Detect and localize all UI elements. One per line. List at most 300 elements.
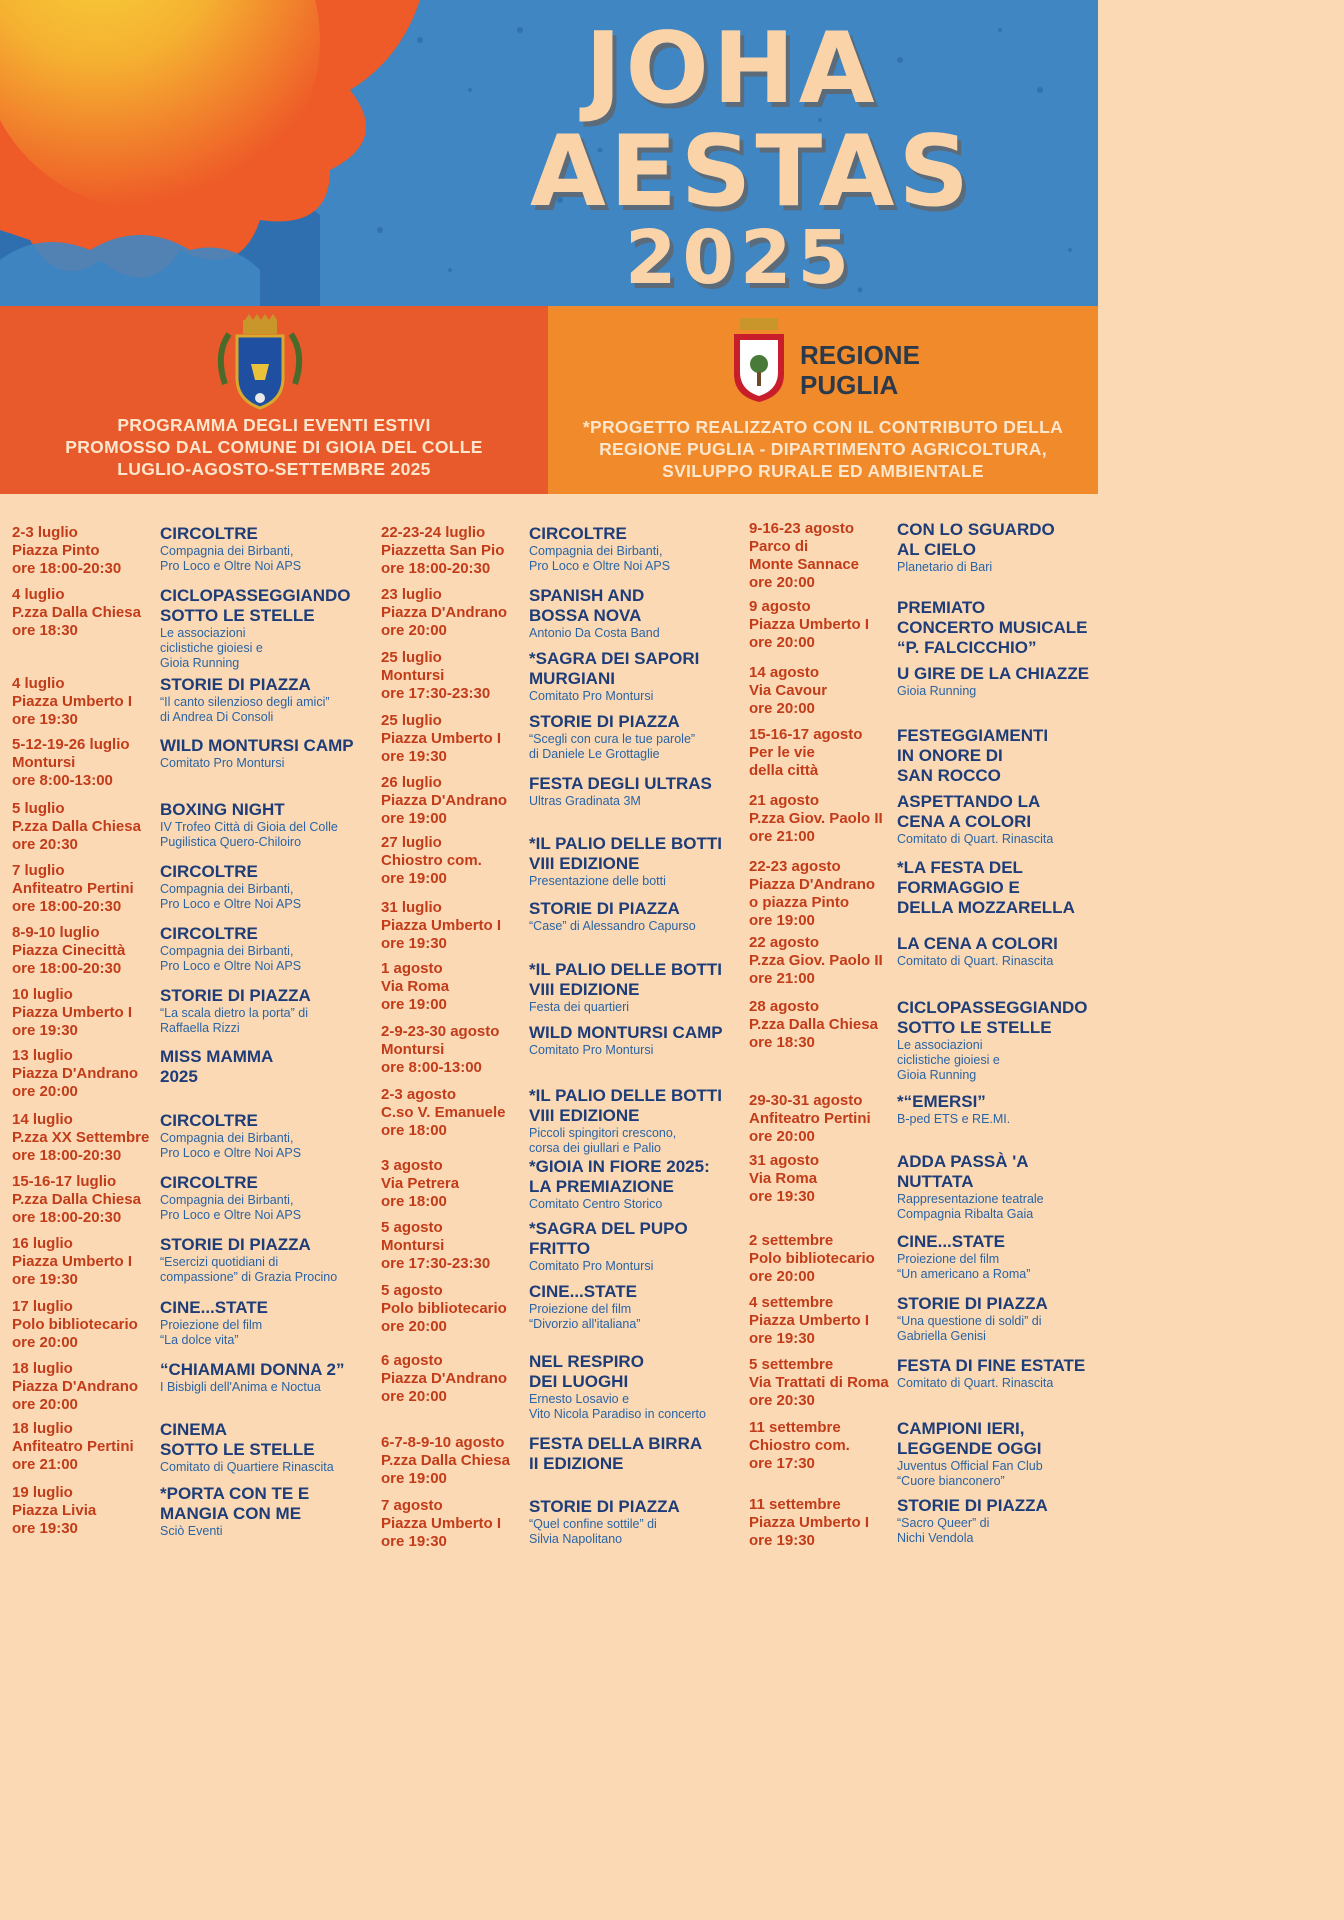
event-time: ore 21:00 [749,828,815,845]
event-entry [12,1047,274,1101]
event-when [749,520,859,592]
event-when [12,986,132,1040]
event-place: Piazza D'Andrano [749,876,876,893]
event-date: 11 settembre [749,1496,841,1513]
event-organizer: Ultras Gradinata 3M [529,794,641,808]
event-details [897,1232,1030,1282]
band-left-line: PROGRAMMA DEGLI EVENTI ESTIVI [117,415,431,435]
event-time: ore 19:30 [749,1532,815,1549]
event-time: ore 19:30 [381,935,447,952]
event-date: 9-16-23 agosto [749,520,855,537]
event-when [381,1497,501,1551]
event-when [381,649,490,703]
event-place: P.zza Giov. Paolo II [749,952,883,969]
event-date: 11 settembre [749,1419,841,1436]
event-organizer: Comitato di Quart. Rinascita [897,1376,1054,1390]
event-date: 28 agosto [749,998,820,1015]
event-details [160,1484,309,1539]
event-time: ore 18:00 [381,1122,447,1139]
event-organizer: Antonio Da Costa Band [529,626,660,640]
event-date: 15-16-17 luglio [12,1173,117,1190]
event-time: ore 20:00 [749,634,815,651]
event-date: 31 agosto [749,1152,820,1169]
event-organizer: Ernesto Losavio e [529,1392,630,1406]
event-details [897,1419,1043,1489]
event-details [897,1092,1010,1127]
event-entry [749,934,1058,988]
event-details [160,924,301,974]
event-organizer: Planetario di Bari [897,560,993,574]
event-when [749,1152,819,1206]
event-place: P.zza Dalla Chiesa [12,1191,141,1208]
event-place: Via Cavour [749,682,828,699]
event-when [12,1047,138,1101]
event-entry [749,520,1055,592]
event-place: Parco di [749,538,809,555]
event-title: CINE...STATE [160,1298,268,1317]
event-when [381,712,501,766]
event-place: Montursi [12,754,76,771]
event-entry [381,960,722,1014]
event-organizer: Compagnia dei Birbanti, [160,944,294,958]
event-entry [381,899,696,953]
event-date: 27 luglio [381,834,442,851]
event-entry [12,1173,302,1227]
event-place2: Monte Sannace [749,556,860,573]
event-when [381,774,507,828]
event-title: *SAGRA DEI SAPORI [529,649,700,668]
event-entry [381,649,700,703]
event-title: CIRCOLTRE [160,862,258,881]
event-title: SAN ROCCO [897,766,1001,785]
event-details [529,1352,706,1422]
event-entry [12,1484,310,1538]
regione-name-line: REGIONE [800,340,920,370]
event-entry [749,1152,1044,1221]
event-time: ore 17:30-23:30 [381,1255,491,1272]
event-title: FESTEGGIAMENTI [897,726,1049,745]
event-title: MURGIANI [529,669,615,688]
event-title: CIRCOLTRE [160,1173,258,1192]
event-organizer: “Una questione di soldi” di [897,1314,1042,1328]
event-title: STORIE DI PIAZZA [160,675,311,694]
event-time: ore 20:00 [381,1388,447,1405]
event-entry [381,586,660,640]
event-when [12,586,141,640]
event-when [381,586,507,640]
event-date: 15-16-17 agosto [749,726,863,743]
regione-name [800,340,920,400]
event-date: 2-3 agosto [381,1086,457,1103]
event-time: ore 19:30 [12,711,78,728]
event-details [897,598,1087,658]
event-when [749,858,875,930]
event-date: 17 luglio [12,1298,73,1315]
event-details [160,1235,337,1285]
event-title: *IL PALIO DELLE BOTTI [529,960,722,979]
event-place: P.zza Dalla Chiesa [12,818,141,835]
event-title: FESTA DELLA BIRRA [529,1434,703,1453]
event-entry [12,524,302,578]
event-organizer: Pro Loco e Oltre Noi APS [160,1146,302,1160]
event-details [897,1356,1085,1391]
event-time: ore 18:00-20:30 [12,1209,122,1226]
event-date: 31 luglio [381,899,442,916]
event-title: MISS MAMMA [160,1047,274,1066]
event-organizer: Festa dei quartieri [529,1000,630,1014]
event-place: Anfiteatro Pertini [749,1110,871,1127]
event-title: WILD MONTURSI CAMP [160,736,354,755]
event-title: SOTTO LE STELLE [897,1018,1052,1037]
event-entry [381,1023,723,1077]
event-when [381,1434,510,1488]
event-date: 22-23-24 luglio [381,524,486,541]
event-organizer: Vito Nicola Paradiso in concerto [529,1407,706,1421]
event-details [529,524,670,574]
comune-program-text [0,414,548,480]
event-time: ore 20:00 [12,1083,78,1100]
event-organizer: Comitato di Quart. Rinascita [897,954,1054,968]
event-when [12,1420,134,1474]
event-time: ore 20:00 [749,700,815,717]
event-details [529,899,696,934]
event-organizer: Pro Loco e Oltre Noi APS [529,559,671,573]
event-time: ore 19:30 [12,1022,78,1039]
event-details [529,834,722,889]
event-entry [12,924,302,978]
event-place: P.zza Dalla Chiesa [12,604,141,621]
event-place: Piazza Umberto I [749,1514,870,1531]
event-place: Piazza D'Andrano [12,1065,139,1082]
event-details [897,998,1087,1083]
event-entry [381,1282,641,1336]
event-time: ore 20:00 [749,574,815,591]
event-title: FORMAGGIO E [897,878,1020,897]
event-entry [749,998,1088,1082]
event-details [529,1282,640,1332]
event-date: 13 luglio [12,1047,73,1064]
event-when [12,800,141,854]
event-details [160,524,301,574]
event-entry [12,1298,268,1352]
event-details [160,1173,301,1223]
event-title: II EDIZIONE [529,1454,624,1473]
event-organizer: Comitato Pro Montursi [529,1259,654,1273]
event-details [160,986,311,1036]
event-title: *LA FESTA DEL [897,858,1023,877]
event-entry [12,1111,302,1165]
event-details [160,675,330,725]
events-schedule [0,494,1098,1568]
event-details [160,736,354,771]
event-place: Montursi [381,667,445,684]
event-title: STORIE DI PIAZZA [529,899,680,918]
event-place: Anfiteatro Pertini [12,880,134,897]
comune-coat-of-arms-icon [215,314,305,418]
event-organizer: Compagnia dei Birbanti, [160,882,294,896]
event-when [381,834,482,888]
event-organizer: B-ped ETS e RE.MI. [897,1112,1011,1126]
event-when [381,899,501,953]
event-when [12,524,121,578]
event-entry [381,712,696,766]
event-date: 21 agosto [749,792,820,809]
event-details [897,726,1048,786]
event-organizer: Le associazioni [897,1038,983,1052]
event-organizer: Pro Loco e Oltre Noi APS [160,897,302,911]
event-title: CON LO SGUARDO [897,520,1055,539]
event-place: Piazza D'Andrano [381,604,508,621]
event-time: ore 19:30 [12,1271,78,1288]
event-place: P.zza Dalla Chiesa [749,1016,878,1033]
event-title: CINE...STATE [897,1232,1005,1251]
event-details [897,664,1089,699]
event-when [749,598,869,652]
event-title: CICLOPASSEGGIANDO [160,586,351,605]
event-details [160,1298,268,1348]
event-date: 18 luglio [12,1420,73,1437]
event-entry [381,774,712,828]
band-left-line: LUGLIO-AGOSTO-SETTEMBRE 2025 [117,459,431,479]
event-date: 7 agosto [381,1497,443,1514]
event-title: STORIE DI PIAZZA [529,1497,680,1516]
event-organizer: Comitato di Quart. Rinascita [897,832,1054,846]
event-title: CIRCOLTRE [160,524,258,543]
title-line-2: AESTAS [530,115,974,229]
event-place: Via Petrera [381,1175,460,1192]
event-when [381,960,449,1014]
event-date: 22-23 agosto [749,858,841,875]
event-when [381,524,504,578]
event-organizer: Comitato Centro Storico [529,1197,663,1211]
event-when [749,792,883,846]
event-time: ore 20:00 [12,1396,78,1413]
event-when [381,1352,507,1406]
event-entry [381,1157,710,1211]
event-details [529,1086,722,1156]
event-entry [12,862,302,916]
event-organizer: compassione” di Grazia Procino [160,1270,338,1284]
event-details [897,520,1055,575]
event-when [749,998,878,1052]
event-place: Polo bibliotecario [381,1300,507,1317]
event-date: 2-3 luglio [12,524,78,541]
event-when [381,1157,459,1211]
event-place: Piazza Umberto I [381,1515,502,1532]
event-organizer: ciclistiche gioiesi e [897,1053,1000,1067]
event-place: Via Trattati di Roma [749,1374,889,1391]
event-date: 5-12-19-26 luglio [12,736,130,753]
event-title: VIII EDIZIONE [529,1106,640,1125]
event-date: 5 agosto [381,1282,443,1299]
event-title: CICLOPASSEGGIANDO [897,998,1088,1017]
event-date: 25 luglio [381,649,442,666]
event-organizer: “La scala dietro la porta” di [160,1006,308,1020]
event-place2: della città [749,762,819,779]
event-details [529,1219,688,1274]
event-date: 26 luglio [381,774,442,791]
event-details [160,1360,344,1395]
event-time: ore 19:00 [749,912,815,929]
event-time: ore 19:00 [381,870,447,887]
event-date: 5 settembre [749,1356,834,1373]
event-title: *SAGRA DEL PUPO [529,1219,688,1238]
event-organizer: Proiezione del film [160,1318,263,1332]
event-date: 5 luglio [12,800,65,817]
event-time: ore 20:00 [749,1268,815,1285]
event-title: CIRCOLTRE [529,524,627,543]
event-time: ore 18:30 [12,622,78,639]
event-organizer: Comitato Pro Montursi [160,756,285,770]
event-when [12,1173,141,1227]
event-place: Piazza D'Andrano [381,1370,508,1387]
event-place: Chiostro com. [749,1437,850,1454]
event-organizer: Le associazioni [160,626,246,640]
event-details [897,1152,1044,1222]
event-time: ore 18:00-20:30 [12,560,122,577]
event-entry [381,1434,703,1488]
event-when [749,1496,869,1550]
event-time: ore 20:00 [12,1334,78,1351]
event-place: Anfiteatro Pertini [12,1438,134,1455]
comune-band [0,306,548,494]
event-place: P.zza XX Settembre [12,1129,150,1146]
event-time: ore 17:30 [749,1455,815,1472]
event-organizer: Compagnia dei Birbanti, [529,544,663,558]
event-title: LEGGENDE OGGI [897,1439,1042,1458]
event-organizer: ciclistiche gioiesi e [160,641,263,655]
event-entry [381,1352,706,1421]
event-organizer: Nichi Vendola [897,1531,974,1545]
title-year: 2025 [625,215,855,301]
event-organizer: “Esercizi quotidiani di [160,1255,279,1269]
event-place: Piazza Umberto I [381,917,502,934]
event-entry [749,726,1049,785]
event-date: 7 luglio [12,862,65,879]
event-title: NEL RESPIRO [529,1352,644,1371]
event-organizer: Gabriella Genisi [897,1329,986,1343]
event-title: STORIE DI PIAZZA [160,986,311,1005]
event-details [897,934,1058,969]
event-organizer: Comitato di Quartiere Rinascita [160,1460,334,1474]
event-title: CINE...STATE [529,1282,637,1301]
event-details [160,800,338,850]
event-organizer: Gioia Running [897,1068,977,1082]
event-when [749,934,883,988]
event-title: NUTTATA [897,1172,974,1191]
event-place: C.so V. Emanuele [381,1104,506,1121]
event-organizer: I Bisbigli dell'Anima e Noctua [160,1380,321,1394]
event-details [529,960,722,1015]
event-title: DELLA MOZZARELLA [897,898,1075,917]
event-when [12,1298,138,1352]
event-time: ore 19:30 [749,1188,815,1205]
event-title: SOTTO LE STELLE [160,1440,315,1459]
event-organizer: Gioia Running [160,656,240,670]
event-date: 22 agosto [749,934,820,951]
event-time: ore 18:00-20:30 [12,960,122,977]
event-place: Piazza D'Andrano [381,792,508,809]
event-date: 23 luglio [381,586,442,603]
event-organizer: “La dolce vita” [160,1333,239,1347]
event-entry [749,792,1054,846]
regione-band [548,306,1098,494]
event-date: 16 luglio [12,1235,73,1252]
event-when [12,1360,138,1414]
event-organizer: Silvia Napolitano [529,1532,623,1546]
event-organizer: Compagnia Ribalta Gaia [897,1207,1034,1221]
event-title: PREMIATO [897,598,986,617]
event-organizer: Piccoli spingitori crescono, [529,1126,677,1140]
event-when [381,1086,506,1140]
event-details [160,586,350,671]
event-title: *GIOIA IN FIORE 2025: [529,1157,710,1176]
event-title: CIRCOLTRE [160,924,258,943]
event-title: 2025 [160,1067,198,1086]
event-date: 14 luglio [12,1111,73,1128]
event-title: FESTA DI FINE ESTATE [897,1356,1086,1375]
event-organizer: “Il canto silenzioso degli amici” [160,695,330,709]
event-time: ore 8:00-13:00 [12,772,113,789]
event-title: *IL PALIO DELLE BOTTI [529,834,722,853]
event-time: ore 19:00 [381,810,447,827]
event-details [160,862,301,912]
event-organizer: “Divorzio all'italiana” [529,1317,641,1331]
event-when [749,1232,875,1286]
event-time: ore 18:00-20:30 [12,898,122,915]
event-title: ASPETTANDO LA [897,792,1041,811]
event-title: SOTTO LE STELLE [160,606,315,625]
event-date: 14 agosto [749,664,820,681]
event-time: ore 17:30-23:30 [381,685,491,702]
event-place: Piazza Cinecittà [12,942,126,959]
event-organizer: “Sacro Queer” di [897,1516,990,1530]
event-date: 4 settembre [749,1294,834,1311]
band-right-line: REGIONE PUGLIA - DIPARTIMENTO AGRICOLTURA, [599,439,1047,459]
event-time: ore 19:30 [381,1533,447,1550]
event-place: Chiostro com. [381,852,482,869]
event-date: 6-7-8-9-10 agosto [381,1434,505,1451]
event-details [529,1434,702,1474]
event-title: VIII EDIZIONE [529,854,640,873]
event-time: ore 18:00-20:30 [381,560,491,577]
event-organizer: “Scegli con cura le tue parole” [529,732,696,746]
event-details [529,774,712,809]
event-date: 6 agosto [381,1352,443,1369]
event-organizer: Compagnia dei Birbanti, [160,1131,294,1145]
event-date: 4 luglio [12,586,65,603]
event-place: Polo bibliotecario [12,1316,138,1333]
event-time: ore 19:00 [381,1470,447,1487]
event-date: 2 settembre [749,1232,834,1249]
event-time: ore 20:30 [749,1392,815,1409]
event-when [749,1356,889,1410]
event-place: Piazza Umberto I [12,693,133,710]
event-entry [12,986,311,1040]
event-entry [381,1086,722,1155]
event-title: “P. FALCICCHIO” [897,638,1037,657]
event-organizer: di Daniele Le Grottaglie [529,747,660,761]
event-organizer: Gioia Running [897,684,977,698]
event-time: ore 20:00 [749,1128,815,1145]
event-date: 9 agosto [749,598,811,615]
event-when [749,1294,869,1348]
event-when [381,1023,499,1077]
event-place: Montursi [381,1041,445,1058]
event-when [12,675,132,729]
event-date: 19 luglio [12,1484,73,1501]
event-details [897,1496,1048,1546]
